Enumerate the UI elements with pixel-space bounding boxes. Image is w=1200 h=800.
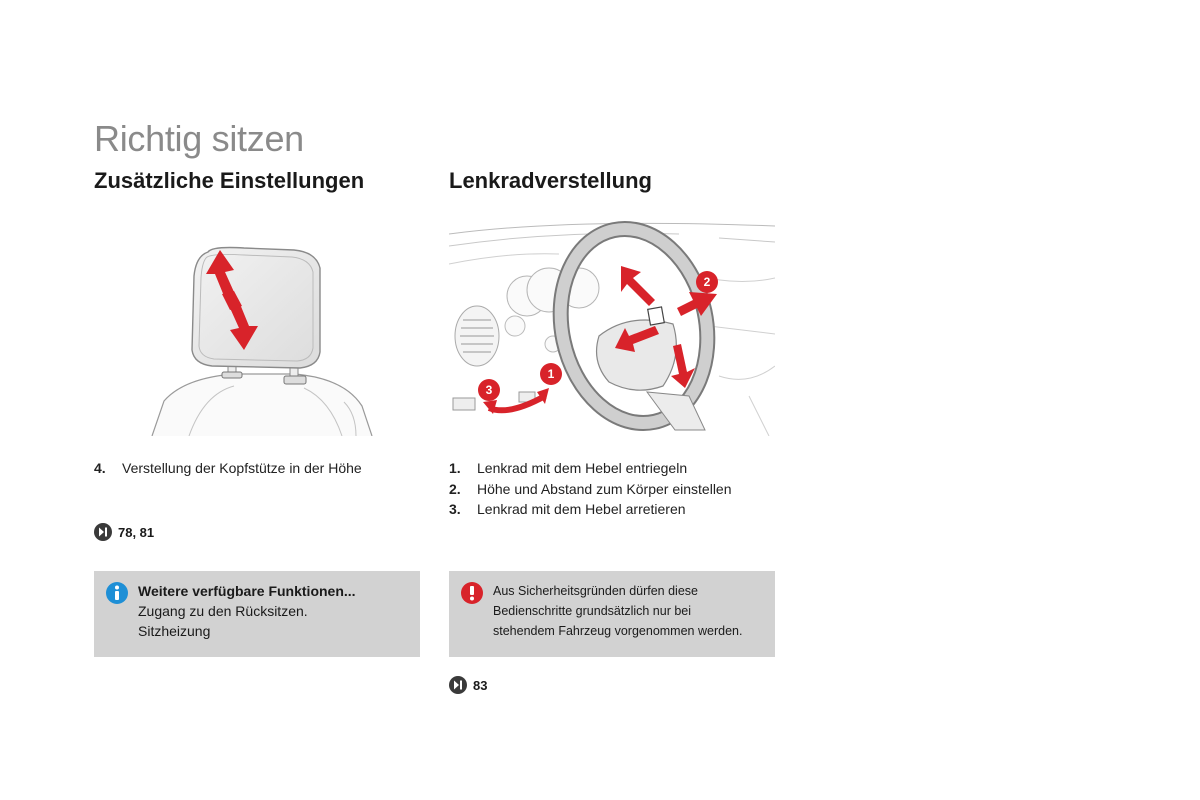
page-reference-right[interactable] xyxy=(449,676,487,694)
step-text: Verstellung der Kopfstütze in der Höhe xyxy=(122,460,362,476)
warning-line: stehendem Fahrzeug vorgenommen werden. xyxy=(493,624,743,638)
page-reference-left[interactable] xyxy=(94,523,154,541)
warning-box xyxy=(449,571,775,657)
warning-line: Bedienschritte grundsätzlich nur bei xyxy=(493,604,692,618)
step-number: 1. xyxy=(449,460,461,476)
headrest-illustration xyxy=(94,216,420,436)
step-number: 2. xyxy=(449,480,461,497)
page-reference-icon xyxy=(449,676,467,694)
right-steps-list xyxy=(449,458,779,520)
svg-text:1: 1 xyxy=(547,367,555,381)
list-item xyxy=(449,499,779,520)
info-box-line: Sitzheizung xyxy=(138,623,211,639)
steering-wheel-illustration xyxy=(449,216,775,436)
list-item xyxy=(449,458,779,479)
callout-3-icon xyxy=(478,379,500,401)
warning-line: Aus Sicherheitsgründen dürfen diese xyxy=(493,584,698,598)
page-title: Richtig sitzen xyxy=(94,118,304,159)
info-box-title: Weitere verfügbare Funktionen... xyxy=(138,583,356,599)
info-box xyxy=(94,571,420,657)
warning-box-text xyxy=(493,581,742,647)
step-text: Lenkrad mit dem Hebel arretieren xyxy=(477,501,686,517)
section-heading-steering-adjustment: Lenkradverstellung xyxy=(449,168,652,193)
section-heading-additional-settings: Zusätzliche Einstellungen xyxy=(94,168,365,193)
warning-icon xyxy=(461,582,483,604)
page-reference-numbers: 78, 81 xyxy=(118,524,155,540)
callout-1-icon xyxy=(540,363,562,385)
list-item xyxy=(449,479,779,500)
list-item xyxy=(94,458,414,479)
step-number: 4. xyxy=(94,460,106,476)
info-box-text xyxy=(138,581,356,647)
step-text: Lenkrad mit dem Hebel entriegeln xyxy=(477,460,688,476)
step-text: Höhe und Abstand zum Körper einstellen xyxy=(477,480,732,497)
left-steps-list xyxy=(94,458,414,479)
svg-text:3: 3 xyxy=(485,383,493,397)
callout-2-icon xyxy=(696,271,718,293)
info-icon xyxy=(106,582,128,604)
page-reference-icon xyxy=(94,523,112,541)
page-reference-numbers: 83 xyxy=(473,677,488,693)
svg-text:2: 2 xyxy=(703,275,711,289)
step-number: 3. xyxy=(449,501,461,517)
info-box-line: Zugang zu den Rücksitzen. xyxy=(138,603,308,619)
